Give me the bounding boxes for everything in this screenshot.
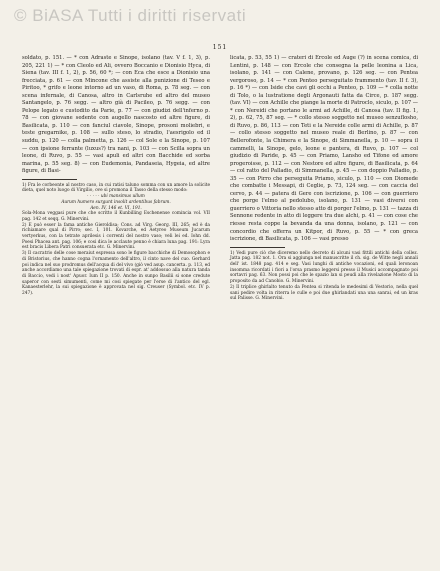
verse-quote-line-1: · · · · · ubi mansimus ullum bbox=[87, 194, 145, 200]
left-column bbox=[22, 55, 210, 297]
left-footnote-2: 2) E può esser la fama antiche Gieroldisa; Cons. ad Virg. Georg. III, 265; ed è da richiamare qual di Pirro; sec. I, 101. Kovarche, ed Aetyreo Museum Jucarum vertyerkus, con la tetrate aprilesis i correnti del nostro vaso; veli lei ed. Iohn dd. Poesi Phacea ant. pag. 106; e cosi dica le acclaute penno è chiara luna pag. 191: Lyra est bracis Libera Patri consuerata etc. G. Minervini. bbox=[22, 222, 210, 251]
verse-quote-citation: Aen. IV, 146 et. VI, 191. bbox=[90, 205, 142, 211]
watermark: © BiASA Tutti i diritti riservati bbox=[14, 6, 247, 25]
right-column bbox=[230, 55, 418, 302]
left-footnote-1-continued: Sola-Mona veggasi pure che che scritto il Kunbilling Eschenense comincia vol. VII pag. 142 et seqq. G. Minervini. bbox=[22, 211, 210, 222]
right-paragraph: licata, p. 53, 55 1) — crateri di Ercole ed Auge (?) in scena comica, di Lentini, p. 148 — con Ercole che consegna la pelle leonina a Lica, isolano, p. 141 — con Calene, provano, p. 126 seg. — con Pentea vergoroso, p. 14 — * con Penteo perseguitato frammento (tav. II f. 3), p. 16 *) — con Iside che cavi gli occhi a Penteo, p. 109 — * colla notte di Tolo, o la lustratione degli Argonauti fatta da Circe, p. 187 segg. (tav. VI) — con Achille che piange la morte di Patroclo, siculo, p. 107 — * con Nereidi che portano le armi ad Achille, di Canosa (tav. II fig. 1, 2), p. 62, 75, 87 seg. — * collo stesso soggetto nel museo senzuflosho, di Ruvo, p. 86, 113 — con Teti e la Nereide colle armi di Achille, p. 87 — collo stesso soggetto nel museo reale di Berlino, p. 87 — con Bellerofonte, la Chimera e la Sinope, di Simmanella, p. 10 — sopra il cammelli, la Sinope, gelo, leone e pantera, di Ruvo, p. 107 — col giudizio di Paride, p. 45 — con Priamo, Lansho ed Tifone ed amore progeroisse, p. 112 — con Nestore ed altre figure, di Basilicata, p. 64 — col ratto del Palladio, di Simmanella, p. 45 — con doppio Palladio, p. 35 — con Pirro che perseguita Priamo, siculo, p. 110 — con Diomede che combatte i Messapi, di Ceglie, p. 73, 124 seg. — con caccia del cervo, p. 44 — patera di Gere con iscrizione, p. 106 — con guerriero che porge l'elmo al pedolubo, isolano, p. 131 — vasi diversi con guerriero o Vittoria nello stesso atto di porger l'elmo, p. 131 — tazza di Sennone redente in atto di leggere tra due alchi, p. 41 — con cose che riesse resta coppe la bevanda da una donna, isolano, p. 121 — con concordio che offerra un Kitpor, di Ruvo, p. 55 — * con greca iscrizione, di Basilicata, p. 106 — vasi presso bbox=[230, 55, 418, 243]
left-footnote-3: 3) Il cacratrio delle cose meraiut espressa sono le figure bacchiche di Demosophon e di Bristorius, che hanno cogna l'ornamento dell'altro, il cinto nave del cuo. Gerhard poi indica nel suo prodromus dell'acqua di del vivo (giò ved asup. cancerta. p. 113, ed anche accordiamo una tale spiegazione trovati di espr. at' addossuo alla natura tanda di Baccio, vedi i nost' Apuor. Ium II p. 150. Anche in sunpo Basilii si sone credute saperor con sesti simumenti, come mi cosi spiegate per l'erse di l'antico del egl. Kanaesterlehr, la sui spiegazione è approvata nel sig. Creuser (Symbol. etc. IV p. 247). bbox=[22, 251, 210, 297]
footnote-divider bbox=[230, 247, 285, 248]
page-number: 151 bbox=[212, 44, 228, 51]
left-footnote-1: 1) Fra le corbeonte al nostro caso, in cui ratisi taluno somma con un amore la solicite dieta, quel noto luogo di Virgilio, ove si promona il Tasso della stesso modo: bbox=[22, 182, 210, 194]
footnote-divider bbox=[22, 179, 77, 180]
right-footnote-2: 2) Il triplice ghirlalto tenuto da Pentea si ritenda le medesimi di Vestorio, nella quel sani pedire volta in riterra le culle e poi due ghirlandati una una sanrai, ed un kras sul Palisse. G. Minervini. bbox=[230, 284, 418, 302]
left-paragraph: soldato, p. 151. — * con Adraste e Sinope, isolano (tav. V f. 1, 3), p. 205, 221 1) — * con Cleolo ed Ali, ovvero Boccanio e Dionisio Hyca, di Siena (tav. III f. 1, 2), p. 56, 60 *; — con Eca che esce a Dionisio una frecciata, p. 61 — con Mincone che assiste alla punizione di Teseo e Piritoo, * grifo e leone intorno ad un vaso, di Roma, p. 78 seg. — con scena infernale, di Canosa, altro in Carlsruhe ed altro del museo Santangelo, p. 76 segg. — altro già di Pacileo, p. 76 segg. — con Pelope legato e custodito da Parie, p. 77 — con giudizi dell'inferno p. 78 — con giovane sedente con augello nascosto ed altre figure, di Basilicata, p. 110 — con fanciul ciavole, Sinope, prosoni moliebri, e teste gregarnike, p. 108 — sullo steso, lo stradio, l'aesrigolo ed il suddu, p. 120 — colla palmetta, p. 126 — col Sole e la Sinope, p. 107 — con ipsione ferrante (luxus?) tra nani, p. 103 — con Scilla sopra un leone, di Ruvo, p. 55 — vasi apuli ed altri con Bacchide ed sorba marina, p. 55 seg. 8) — con Eudemonia, Pandaseia, Hygeia, ed altre figure, di Basi- bbox=[22, 55, 210, 175]
verse-quote-line-2: Aurum humero surgunt insolit ardentibus fabrum. bbox=[61, 199, 171, 205]
right-footnote-1: 1) Vedi pure ciò che diceremo nello decreto di alcuni vasi fittili antichi della collez. Jatta pag. 182 not. 1. Ora si aggiunga nel manuscritte il ch. sig. de Witte negli annali dell' ist. 1848 pag. 414 e seg. Vasi lunghi di antiche vocazioni, ed quali leronoan insomma ricordati i fiori a l'orsa prasmo leggersi presso il Musici accompagnato poi sortavri pag. 63. Non possi poi che le spazio lan si peudi alla rivelazione Mosto di la proposito da ad Canobio. G. Minervini. bbox=[230, 250, 418, 285]
